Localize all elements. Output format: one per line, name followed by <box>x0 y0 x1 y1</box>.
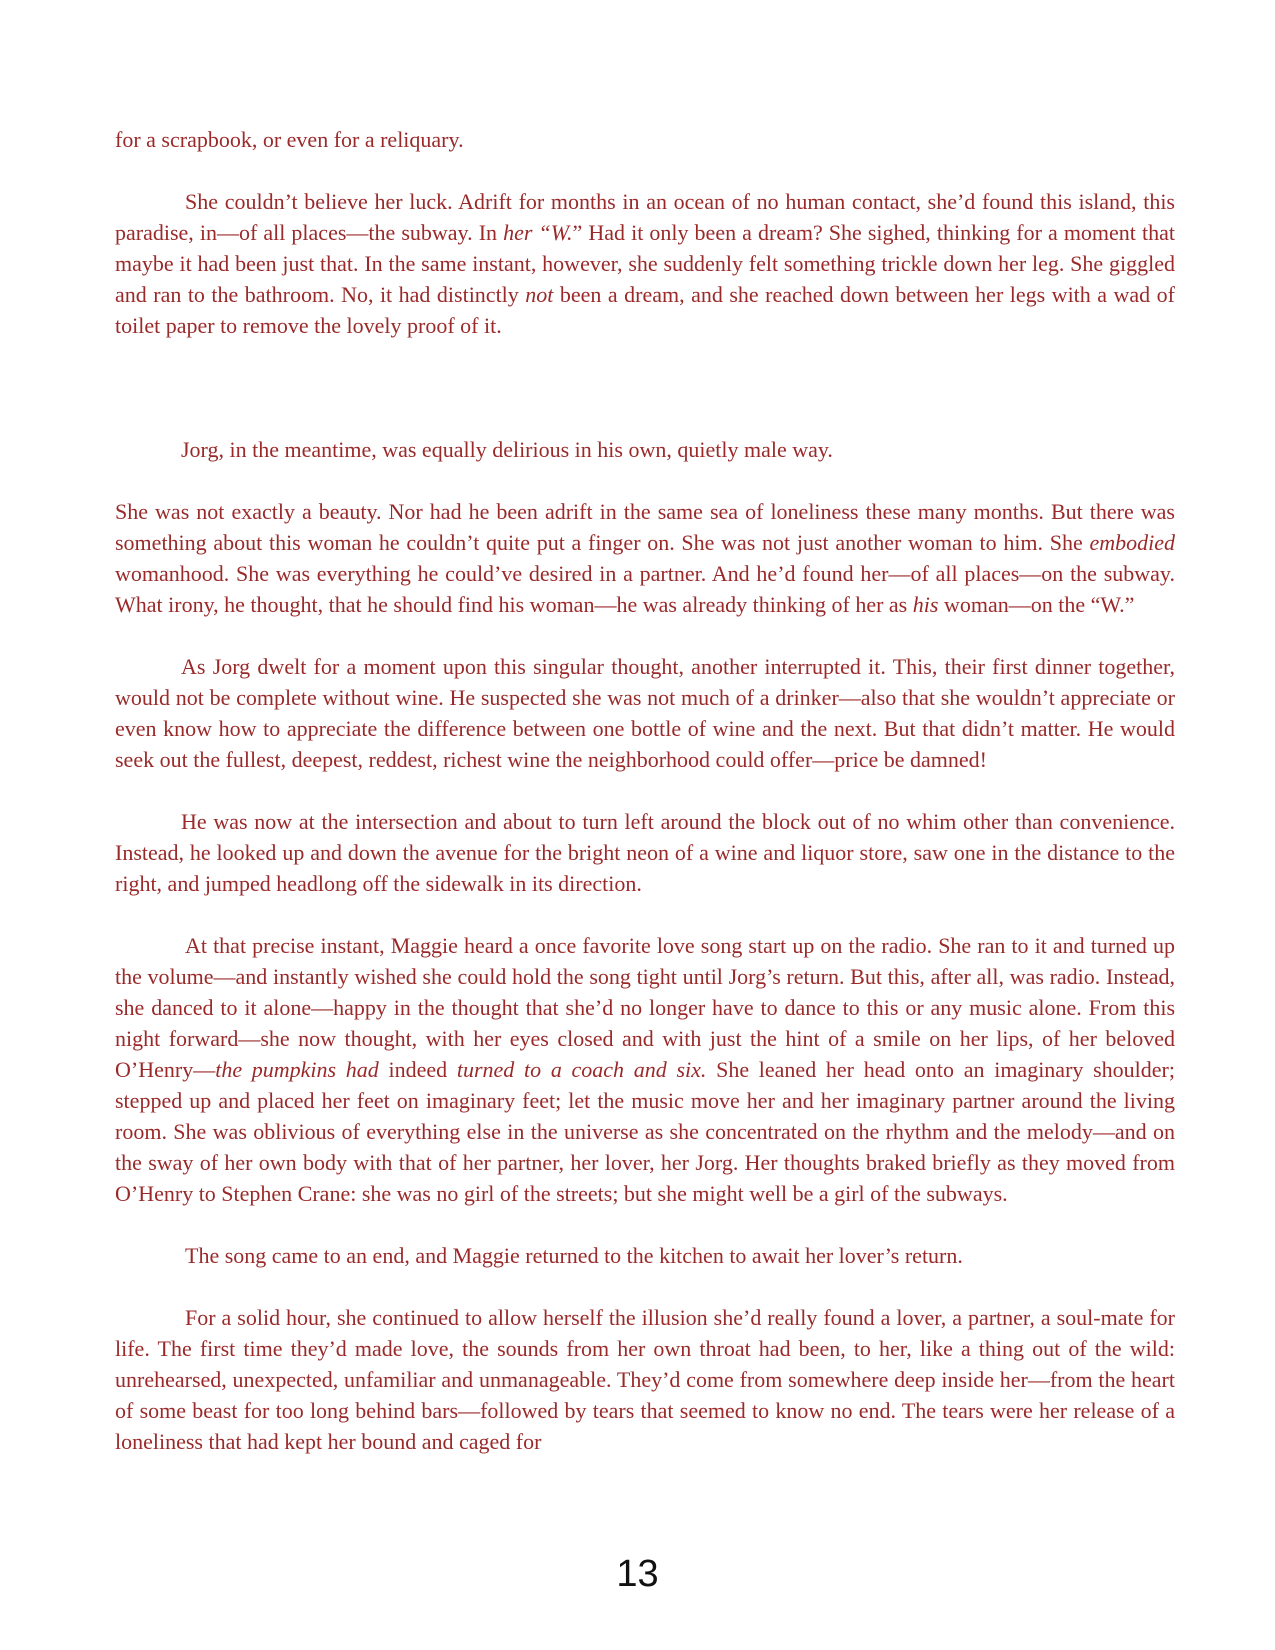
paragraph-jorg-delirious <box>115 434 1175 465</box>
text-run: indeed <box>378 1057 457 1082</box>
italic-text-run: her “W. <box>503 220 573 245</box>
text-run: The song came to an end, and Maggie returned to the kitchen to await her lover’s return. <box>185 1243 963 1268</box>
text-run: womanhood. She was everything he could’ve desired in a partner. And he’d found her—of all places—on the subway. What irony, he thought, that he should find his woman—he was already thinking of her as <box>115 561 1175 617</box>
italic-text-run: not <box>525 282 554 307</box>
text-run: She was not exactly a beauty. Nor had he been adrift in the same sea of loneliness these many months. But there was something about this woman he couldn’t quite put a finger on. She was not just another woman to him. She <box>115 499 1175 555</box>
paragraph-love-song <box>115 930 1175 1209</box>
paragraph-intersection <box>115 806 1175 899</box>
text-run: She couldn’t believe her luck. Adrift for months in an ocean of no human contact, she’d found this island, this paradise, in—of all places—the subway. In <box>115 189 1175 245</box>
text-run: ” Had it only been a dream? She sighed, thinking for a moment that maybe it had been just that. In the same instant, however, she suddenly felt something trickle down her leg. She giggled and ran to the bathroom. No, it had distinctly <box>115 220 1175 307</box>
paragraph-continuation <box>115 124 1175 155</box>
text-run: woman—on the “W.” <box>938 592 1135 617</box>
text-run: At that precise instant, Maggie heard a once favorite love song start up on the radio. She ran to it and turned up the volume—and instantly wished she could hold the song tight until Jorg’s return. But this, after all, was radio. Instead, she danced to it alone—happy in the thought that she’d no longer have to dance to this or any music alone. From this night forward—she now thought, with her eyes closed and with just the hint of a smile on her lips, of her beloved O’Henry— <box>115 933 1175 1082</box>
italic-text-run: the pumpkins had <box>215 1057 379 1082</box>
text-run: He was now at the intersection and about to turn left around the block out of no whim other than convenience. Instead, he looked up and down the avenue for the bright neon of a wine and liquor store, saw one in the distance to the right, and jumped headlong off the sidewalk in its direction. <box>115 809 1175 896</box>
paragraph-solid-hour <box>115 1302 1175 1457</box>
page-number: 13 <box>616 1553 659 1595</box>
paragraph-wine <box>115 651 1175 775</box>
text-run: Jorg, in the meantime, was equally delirious in his own, quietly male way. <box>181 437 833 462</box>
italic-text-run: turned to a coach and six. <box>456 1057 707 1082</box>
text-run: She leaned her head onto an imaginary shoulder; stepped up and placed her feet on imaginary feet; let the music move her and her imaginary partner around the living room. She was oblivious of everything else in the universe as she concentrated on the rhythm and the melody—and on the sway of her own body with that of her partner, her lover, her Jorg. Her thoughts braked briefly as they moved from O’Henry to Stephen Crane: she was no girl of the streets; but she might well be a girl of the subways. <box>115 1057 1175 1206</box>
text-run: for a scrapbook, or even for a reliquary. <box>115 127 464 152</box>
text-run: For a solid hour, she continued to allow herself the illusion she’d really found a lover, a partner, a soul-mate for life. The first time they’d made love, the sounds from her own throat had been, to her, like a thing out of the wild: unrehearsed, unexpected, unfamiliar and unmanageable. They’d come from somewhere deep inside her—from the heart of some beast for too long behind bars—followed by tears that seemed to know no end. The tears were her release of a loneliness that had kept her bound and caged for <box>115 1305 1175 1454</box>
text-run: been a dream, and she reached down between her legs with a wad of toilet paper to remove the lovely proof of it. <box>115 282 1175 338</box>
paragraph-not-a-beauty <box>115 496 1175 620</box>
body-text <box>115 124 1175 1488</box>
text-run: As Jorg dwelt for a moment upon this singular thought, another interrupted it. This, their first dinner together, would not be complete without wine. He suspected she was not much of a drinker—also that she wouldn’t appreciate or even know how to appreciate the difference between one bottle of wine and the next. But that didn’t matter. He would seek out the fullest, deepest, reddest, richest wine the neighborhood could offer—price be damned! <box>115 654 1175 772</box>
paragraph-song-end <box>115 1240 1175 1271</box>
section-break <box>115 372 1175 434</box>
italic-text-run: his <box>912 592 939 617</box>
paragraph-maggie-luck <box>115 186 1175 341</box>
italic-text-run: embodied <box>1089 530 1175 555</box>
